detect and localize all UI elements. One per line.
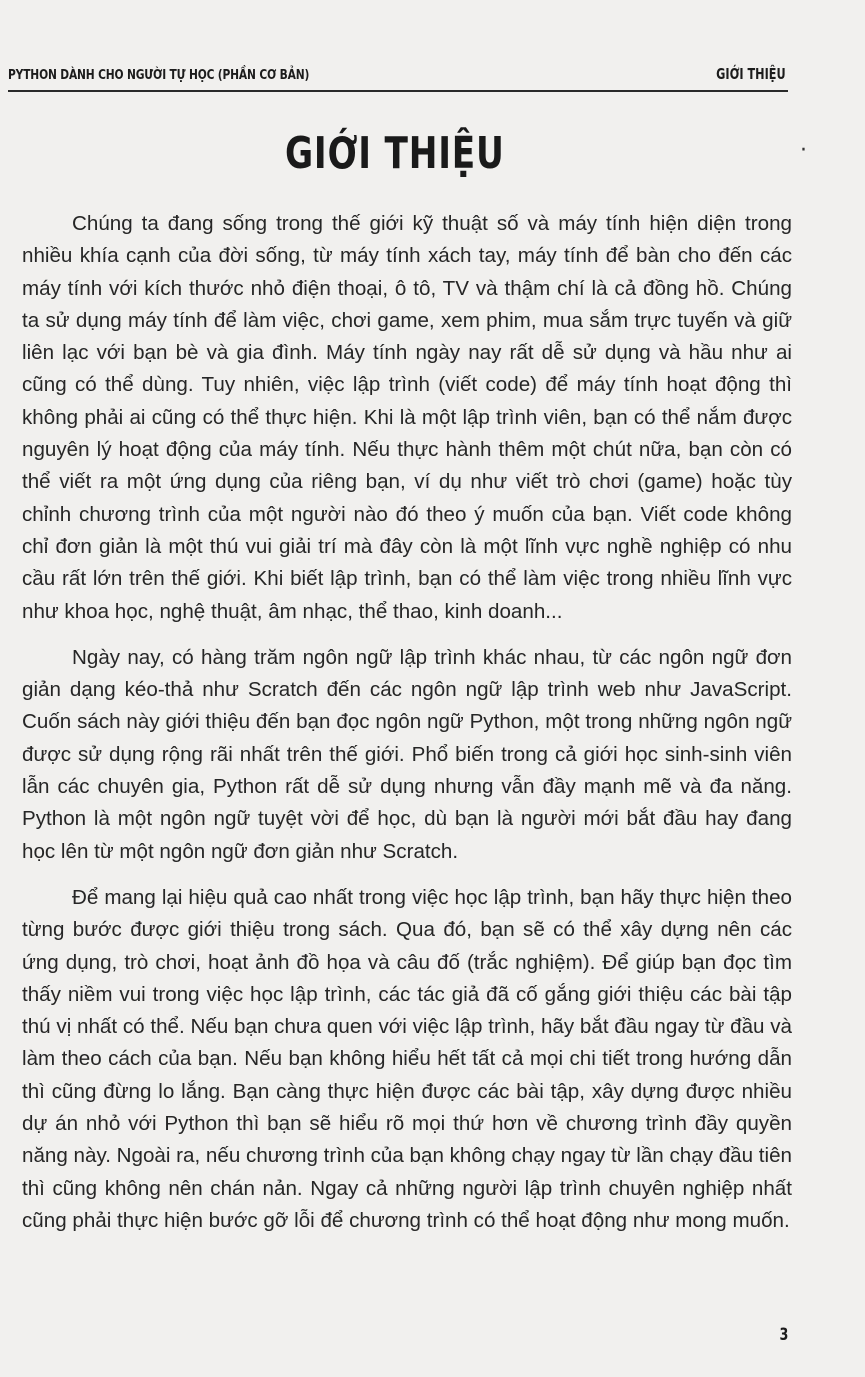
page-number: 3 (779, 1325, 789, 1345)
dot-mark: · (800, 138, 807, 163)
header-book-title: PYTHON DÀNH CHO NGƯỜI TỰ HỌC (PHẦN CƠ BẢN) (8, 68, 310, 83)
chapter-title: GIỚI THIỆU (285, 128, 505, 179)
header-section-title: GIỚI THIỆU (716, 65, 786, 83)
paragraph-1: Chúng ta đang sống trong thế giới kỹ thuật số và máy tính hiện diện trong nhiều khía cạnh của đời sống, từ máy tính xách tay, máy tính để bàn cho đến các máy tính với kích thước nhỏ điện thoại, ô tô, TV và thậm chí là cả đồng hồ. Chúng ta sử dụng máy tính để làm việc, chơi game, xem phim, mua sắm trực tuyến và giữ liên lạc với bạn bè và gia đình. Máy tính ngày nay rất dễ sử dụng và hầu như ai cũng có thể dùng. Tuy nhiên, việc lập trình (viết code) để máy tính hoạt động thì không phải ai cũng có thể thực hiện. Khi là một lập trình viên, bạn có thể nắm được nguyên lý hoạt động của máy tính. Nếu thực hành thêm một chút nữa, bạn còn có thể viết ra một ứng dụng của riêng bạn, ví dụ như viết trò chơi (game) hoặc tùy chỉnh chương trình của một người nào đó theo ý muốn của bạn. Viết code không chỉ đơn giản là một thú vui giải trí mà đây còn là một lĩnh vực nghề nghiệp có nhu cầu rất lớn trên thế giới. Khi biết lập trình, bạn có thể làm việc trong nhiều lĩnh vực như khoa học, nghệ thuật, âm nhạc, thể thao, kinh doanh... (22, 212, 792, 623)
chapter-title-block (0, 128, 790, 179)
paragraph-2: Ngày nay, có hàng trăm ngôn ngữ lập trình khác nhau, từ các ngôn ngữ đơn giản dạng kéo-thả như Scratch đến các ngôn ngữ lập trình web như JavaScript. Cuốn sách này giới thiệu đến bạn đọc ngôn ngữ Python, một trong những ngôn ngữ được sử dụng rộng rãi nhất trên thế giới. Phổ biến trong cả giới học sinh-sinh viên lẫn các chuyên gia, Python rất dễ sử dụng nhưng vẫn đầy mạnh mẽ và đa năng. Python là một ngôn ngữ tuyệt vời để học, dù bạn là người mới bắt đầu hay đang học lên từ một ngôn ngữ đơn giản như Scratch. (22, 645, 792, 863)
paragraph-3: Để mang lại hiệu quả cao nhất trong việc học lập trình, bạn hãy thực hiện theo từng bước được giới thiệu trong sách. Qua đó, bạn sẽ có thể xây dựng nên các ứng dụng, trò chơi, hoạt ảnh đồ họa và câu đố (trắc nghiệm). Để giúp bạn đọc tìm thấy niềm vui trong việc học lập trình, các tác giả đã cố gắng giới thiệu các bài tập thú vị nhất có thể. Nếu bạn chưa quen với việc lập trình, hãy bắt đầu ngay từ đầu và làm theo cách của bạn. Nếu bạn không hiểu hết tất cả mọi chi tiết trong hướng dẫn thì cũng đừng lo lắng. Bạn càng thực hiện được các bài tập, xây dựng được nhiều dự án nhỏ với Python thì bạn sẽ hiểu rõ mọi thứ hơn về chương trình đầy quyền năng này. Ngoài ra, nếu chương trình của bạn không chạy ngay từ lần chạy đầu tiên thì cũng không nên chán nản. Ngay cả những người lập trình chuyên nghiệp nhất cũng phải thực hiện bước gỡ lỗi để chương trình có thể hoạt động như mong muốn. (22, 885, 792, 1232)
running-header (8, 62, 788, 92)
body-text (22, 208, 792, 1251)
